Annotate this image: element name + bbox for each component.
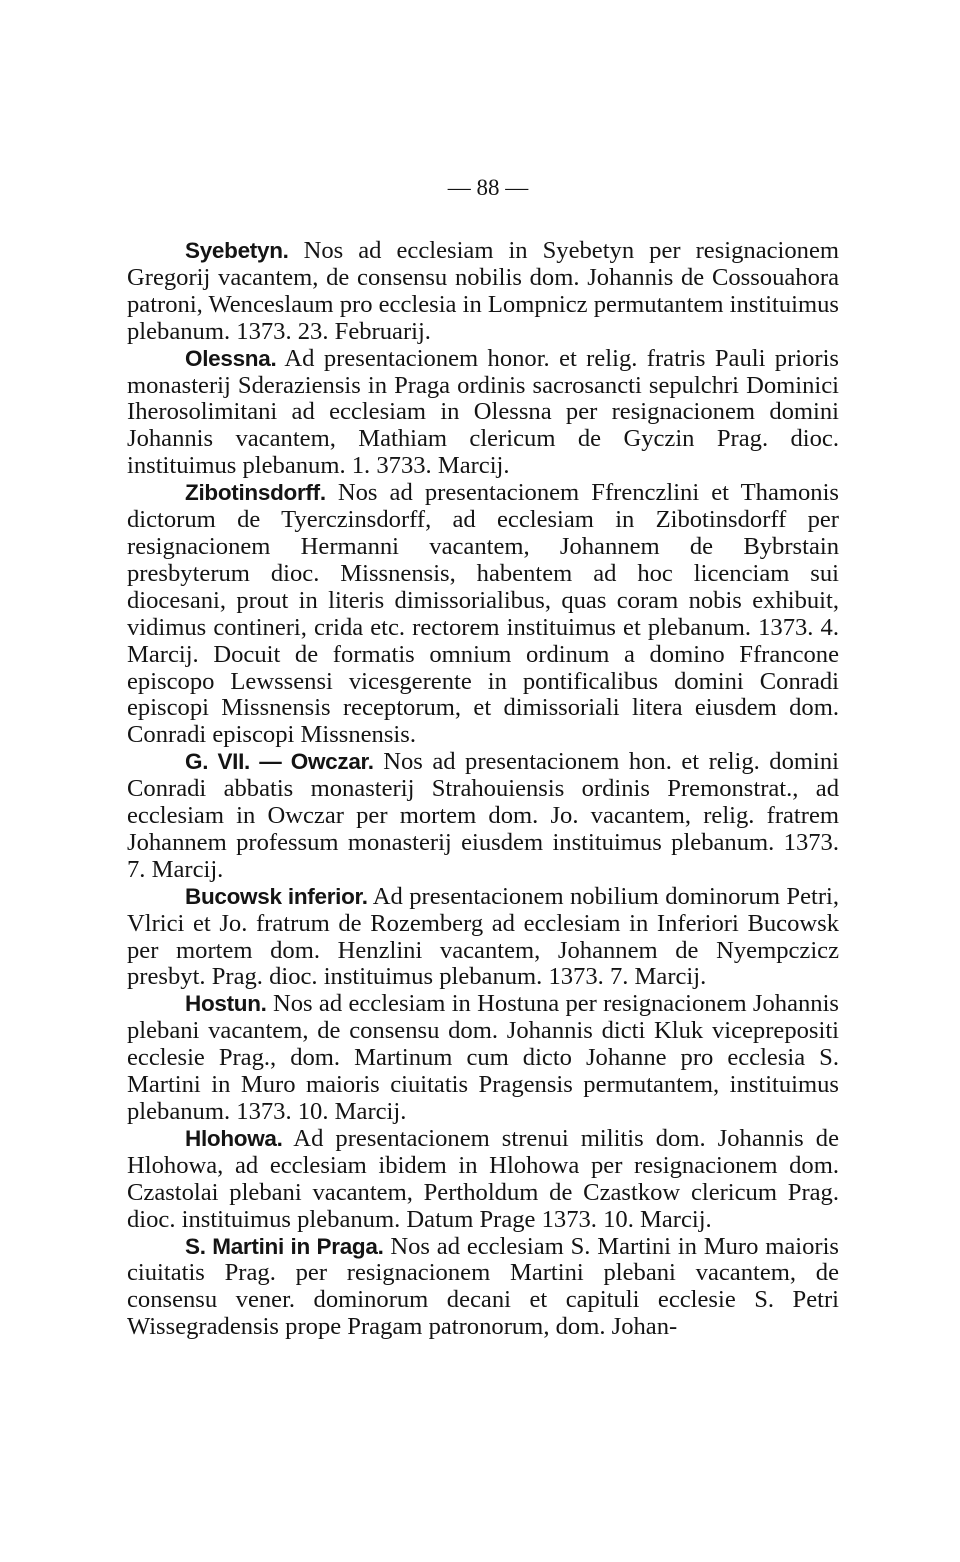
entry-heading: Zibotinsdorff.: [185, 480, 326, 506]
entry-text: Nos ad ecclesiam in Syebetyn per resignacionem Gregorij vacantem, de consensu nobilis dom. Johannis de Cossouahora patroni, Wenceslaum pro ecclesia in Lompnicz permutantem instituimus plebanum. 1373. 23. Februarij.: [127, 237, 839, 345]
entry-heading: Hostun.: [185, 991, 267, 1017]
entry-bucowsk-inferior: [127, 884, 839, 992]
entry-text: Nos ad presentacionem hon. et relig. domini Conradi abbatis monasterij Strahouiensis ordinis Premonstrat., ad ecclesiam in Owczar per mortem dom. Jo. vacantem, relig. fratrem Johannem professum monasterij eiusdem instituimus plebanum. 1373. 7. Marcij.: [127, 748, 839, 883]
entry-olessna: [127, 346, 839, 481]
entry-text: Ad presentacionem strenui militis dom. Johannis de Hlohowa, ad ecclesiam ibidem in Hlohowa per resignacionem dom. Czastolai plebani vacantem, Pertholdum de Czastkow clericum Prag. dioc. instituimus plebanum. Datum Prage 1373. 10. Marcij.: [127, 1124, 839, 1233]
entry-hlohowa: [127, 1126, 839, 1234]
entry-text: Nos ad ecclesiam S. Martini in Muro maioris ciuitatis Prag. per resignacionem Martini plebani vacantem, de consensu vener. dominorum decani et capituli ecclesie S. Petri Wissegradensis prope Pragam patronorum, dom. Johan-: [127, 1232, 839, 1341]
entry-text: Ad presentacionem honor. et relig. fratris Pauli prioris monasterij Sderaziensis in Praga ordinis sacrosancti sepulchri Dominici Iherosolimitani ad ecclesiam in Olessna per resignacionem domini Johannis vacantem, Mathiam clericum de Gyczin Prag. dioc. instituimus plebanum. 1. 3733. Marcij.: [127, 344, 839, 480]
entry-text: Nos ad ecclesiam in Hostuna per resignacionem Johannis plebani vacantem, de consensu dom. Johannis dicti Kluk viceprepositi ecclesie Prag., dom. Martinum cum dicto Johanne pro ecclesia S. Martini in Muro maioris ciuitatis Pragensis permutantem, instituimus plebanum. 1373. 10. Marcij.: [127, 990, 839, 1125]
document-page: [127, 175, 839, 1341]
entry-heading: Bucowsk inferior.: [185, 883, 368, 909]
entry-text: Nos ad presentacionem Ffrenczlini et Thamonis dictorum de Tyerczinsdorff, ad ecclesiam in Zibotinsdorff per resignacionem Hermanni vacantem, Johannem de Bybrstain presbyterum dioc. Missnensis, habentem ad hoc licenciam sui diocesani, prout in literis dimissorialibus, quas coram nobis exhibuit, vidimus contineri, crida etc. rectorem instituimus et plebanum. 1373. 4. Marcij. Docuit de formatis omnium ordinum a domino Ffrancone episcopo Lewssensi vicesgerente in pontificalibus domini Conradi episcopi Missnensis receptorum, et dimissoriali litera eiusdem dom. Conradi episcopi Missnensis.: [127, 479, 839, 749]
entry-heading: Syebetyn.: [185, 238, 289, 263]
entry-heading: S. Martini in Praga.: [185, 1233, 384, 1259]
entry-heading: Hlohowa.: [185, 1125, 283, 1151]
entry-heading: G. VII. — Owczar.: [185, 749, 374, 775]
page-number: — 88 —: [447, 175, 529, 200]
entry-text: Ad presentacionem nobilium dominorum Petri, Vlrici et Jo. fratrum de Rozemberg ad ecclesiam in Inferiori Bucowsk per mortem dom. Henzlini vacantem, Johannem de Nyempczicz presbyt. Prag. dioc. instituimus plebanum. 1373. 7. Marcij.: [127, 882, 839, 991]
entry-s-martini-in-praga: [127, 1234, 839, 1342]
entry-zibotinsdorff: [127, 480, 839, 749]
entry-syebetyn: [127, 238, 839, 346]
entry-heading: Olessna.: [185, 345, 277, 371]
entry-hostun: [127, 991, 839, 1126]
entry-owczar: [127, 749, 839, 884]
